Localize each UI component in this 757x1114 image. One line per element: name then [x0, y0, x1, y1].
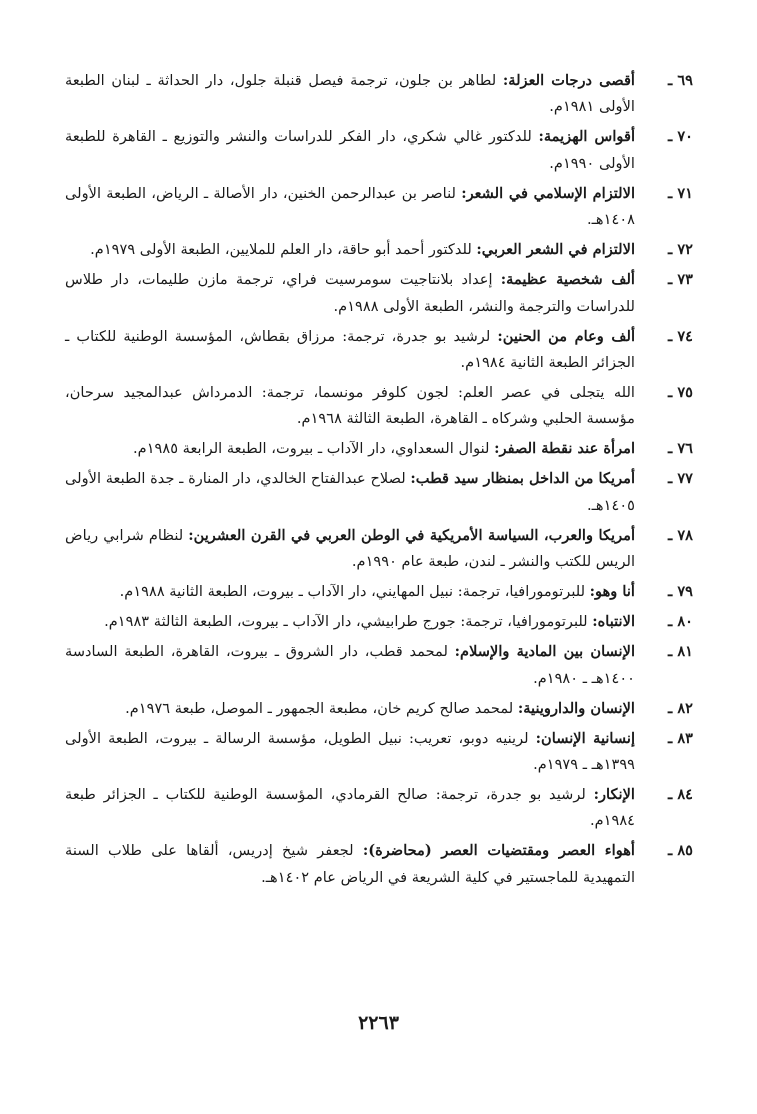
entry-title: امرأة عند نقطة الصفر:: [494, 440, 635, 458]
entry-text: لجعفر شيخ إدريس، ألقاها على طلاب السنة التمهيدية للماجستير في كلية الشريعة في الرياض عام ١٤٠٢هـ.: [65, 842, 635, 886]
entry-text: لطاهر بن جلون، ترجمة فيصل قنبلة جلول، دار الحداثة ـ لبنان الطبعة الأولى ١٩٨١م.: [65, 72, 635, 116]
entry-title: إنسانية الإنسان:: [535, 729, 635, 747]
entry-title: الانتباه:: [592, 613, 635, 631]
entry-text: الله يتجلى في عصر العلم: لجون كلوفر مونسما، ترجمة: الدمرداش عبدالمجيد سرحان، مؤسسة الحلبي وشركاه ـ القاهرة، الطبعة الثالثة ١٩٦٨م.: [65, 384, 635, 428]
entry-text: للبرتومورافيا، ترجمة: جورج طرابيشي، دار الآداب ـ بيروت، الطبعة الثالثة ١٩٨٣م.: [104, 613, 593, 631]
entry-title: الإنكار:: [593, 786, 635, 804]
entry-85: [65, 838, 693, 891]
entry-title: الالتزام في الشعر العربي:: [476, 241, 635, 259]
bibliography-list: [65, 68, 693, 895]
entry-text: لنوال السعداوي، دار الآداب ـ بيروت، الطبعة الرابعة ١٩٨٥م.: [133, 440, 495, 458]
entry-number: ٧٦ ـ: [667, 440, 693, 458]
entry-number: ٨٤ ـ: [667, 786, 693, 804]
entry-number: ٨١ ـ: [667, 643, 693, 661]
entry-78: [65, 523, 693, 576]
entry-82: [65, 696, 693, 722]
entry-number: ٨٥ ـ: [667, 842, 693, 860]
entry-71: [65, 181, 693, 234]
entry-title: أنا وهو:: [589, 583, 635, 601]
entry-number: ٧٩ ـ: [667, 583, 693, 601]
entry-text: لرشيد بو جدرة، ترجمة: مرزاق بقطاش، المؤسسة الوطنية للكتاب ـ الجزائر الطبعة الثانية ١٩٨٤م.: [65, 327, 635, 372]
entry-73: [65, 267, 693, 320]
entry-title: الإنسان والداروينية:: [517, 699, 635, 717]
entry-number: ٦٩ ـ: [667, 72, 693, 89]
entry-title: أمريكا من الداخل بمنظار سيد قطب:: [410, 470, 636, 488]
entry-number: ٨٣ ـ: [667, 729, 693, 747]
entry-number: ٨٢ ـ: [667, 699, 693, 717]
entry-number: ٧٣ ـ: [667, 271, 693, 289]
entry-77: [65, 466, 693, 519]
entry-74: [65, 324, 693, 377]
entry-title: أمريكا والعرب، السياسة الأمريكية في الوطن العربي في القرن العشرين:: [188, 526, 635, 544]
entry-text: للبرتومورافيا، ترجمة: نبيل المهايني، دار الآداب ـ بيروت، الطبعة الثانية ١٩٨٨م.: [119, 583, 590, 601]
entry-title: الالتزام الإسلامي في الشعر:: [461, 184, 635, 202]
entry-title: ألف شخصية عظيمة:: [500, 271, 635, 289]
entry-80: [65, 609, 693, 635]
entry-title: أهواء العصر ومقتضيات العصر (محاضرة):: [362, 842, 635, 860]
entry-72: [65, 237, 693, 263]
entry-text: لنظام شرابي رياض الريس للكتب والنشر ـ لندن، طبعة عام ١٩٩٠م.: [65, 526, 635, 571]
entry-text: للدكتور أحمد أبو حاقة، دار العلم للملايين، الطبعة الأولى ١٩٧٩م.: [90, 241, 477, 259]
entry-number: ٧٤ ـ: [667, 327, 693, 345]
entry-text: لناصر بن عبدالرحمن الخنين، دار الأصالة ـ الرياض، الطبعة الأولى ١٤٠٨هـ.: [65, 184, 635, 229]
entry-text: لصلاح عبدالفتاح الخالدي، دار المنارة ـ جدة الطبعة الأولى ١٤٠٥هـ.: [65, 470, 635, 514]
entry-81: [65, 639, 693, 692]
entry-title: أقصى درجات العزلة:: [502, 72, 635, 89]
entry-title: أقواس الهزيمة:: [538, 128, 636, 146]
entry-text: لرينيه دوبو، تعريب: نبيل الطويل، مؤسسة الرسالة ـ بيروت، الطبعة الأولى ١٣٩٩هـ ـ ١٩٧٩م.: [65, 729, 635, 774]
entry-75: [65, 380, 693, 433]
entry-text: لمحمد صالح كريم خان، مطبعة الجمهور ـ الموصل، طبعة ١٩٧٦م.: [125, 699, 518, 717]
entry-number: ٧٠ ـ: [667, 128, 693, 146]
entry-76: [65, 436, 693, 462]
entry-83: [65, 726, 693, 779]
entry-title: ألف وعام من الحنين:: [497, 327, 635, 345]
entry-79: [65, 579, 693, 605]
entry-number: ٧٥ ـ: [667, 384, 693, 402]
entry-text: لمحمد قطب، دار الشروق ـ بيروت، القاهرة، الطبعة السادسة ١٤٠٠هـ ـ ١٩٨٠م.: [65, 643, 635, 687]
entry-text: للدكتور غالي شكري، دار الفكر للدراسات والنشر والتوزيع ـ القاهرة للطبعة الأولى ١٩٩٠م.: [65, 128, 635, 172]
entry-number: ٨٠ ـ: [667, 613, 693, 631]
page-number: ٢٢٦٣: [358, 1012, 399, 1034]
entry-text: إعداد بلانتاجيت سومرسيت فراي، ترجمة مازن طليمات، دار طلاس للدراسات والترجمة والنشر، الطبعة الأولى ١٩٨٨م.: [65, 271, 635, 315]
entry-69: [65, 68, 693, 121]
entry-text: لرشيد بو جدرة، ترجمة: صالح القرمادي، المؤسسة الوطنية للكتاب ـ الجزائر طبعة ١٩٨٤م.: [65, 786, 635, 830]
entry-number: ٧٧ ـ: [667, 470, 693, 488]
entry-number: ٧١ ـ: [667, 184, 693, 202]
entry-number: ٧٢ ـ: [667, 241, 693, 259]
entry-70: [65, 124, 693, 177]
entry-title: الإنسان بين المادية والإسلام:: [454, 643, 635, 661]
entry-84: [65, 782, 693, 835]
entry-number: ٧٨ ـ: [667, 526, 693, 544]
